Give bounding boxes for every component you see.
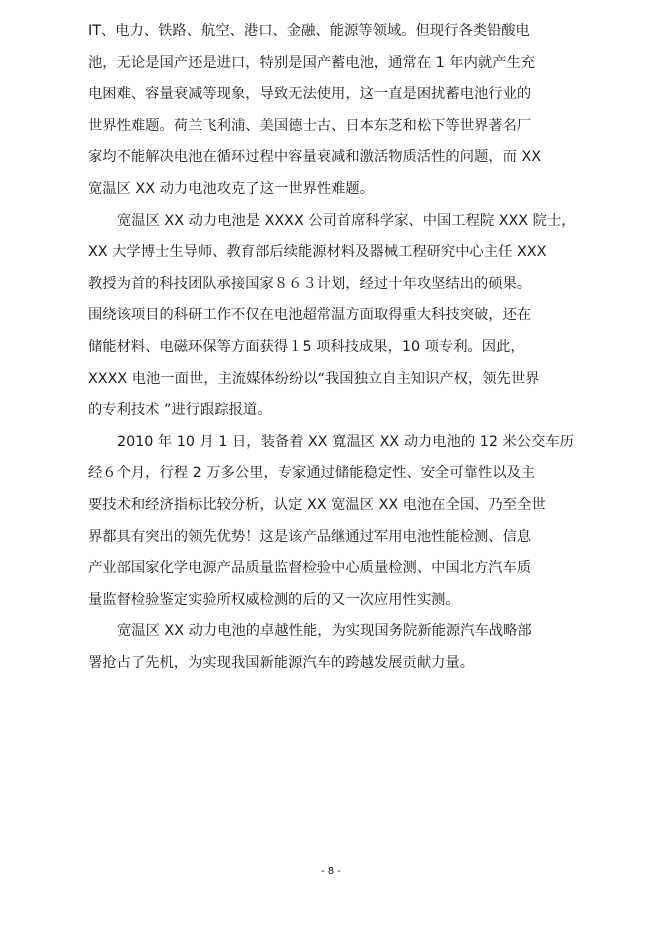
text-line: 要技术和经济指标比较分析，认定 XX 宽温区 XX 电池在全国、乃至全世 [88,496,546,513]
text-line: XXXX 电池一面世，主流媒体纷纷以“我国独立自主知识产权，领先世界 [88,370,540,387]
page-number: - 8 - [321,866,341,877]
text-line: 产业部国家化学电源产品质量监督检验中心质量检测、中国北方汽车质 [88,560,532,577]
paragraph-4 [88,616,578,679]
paragraph-1 [88,16,578,206]
text-line: 家均不能解决电池在循环过程中容量衰减和激活物质活性的问题，而 XX [88,149,542,166]
text-line: 储能材料、电磁环保等方面获得１5 项科技成果，10 项专利。因此， [88,338,525,355]
text-line: 世界性难题。荷兰飞利浦、美国德士古、日本东芝和松下等世界著名厂 [88,117,532,134]
text-line: 宽温区 XX 动力电池攻克了这一世界性难题。 [88,180,375,197]
text-line: 界都具有突出的领先优势！这是该产品继通过军用电池性能检测、信息 [88,528,532,545]
text-line: 的专利技术 ”进行跟踪报道。 [88,402,272,419]
text-line: 教授为首的科技团队承接国家８６３计划，经过十年攻坚结出的硕果。 [88,275,532,292]
text-line: 宽温区 XX 动力电池的卓越性能，为实现国务院新能源汽车战略部 [117,623,532,640]
text-line: 署抢占了先机，为实现我国新能源汽车的跨越发展贡献力量。 [88,654,475,671]
text-line: 电困难、容量衰减等现象，导致无法使用，这一直是困扰蓄电池行业的 [88,86,532,103]
text-line: IT、电力、铁路、航空、港口、金融、能源等领域。但现行各类铅酸电 [88,23,530,39]
text-line: 量监督检验鉴定实验所权威检测的后的又一次应用性实测。 [88,591,460,608]
text-line: 经６个月，行程 2 万多公里，专家通过储能稳定性、安全可靠性以及主 [88,465,536,482]
text-line: XX 大学博士生导师、教育部后续能源材料及器械工程研究中心主任 XXX [88,244,547,261]
text-line: 2010 年 10 月 1 日，装备着 XX 寬温区 XX 动力电池的 12 米公交车历 [117,433,574,450]
paragraph-2 [88,206,578,427]
body-text [88,16,578,679]
text-line: 宽温区 XX 动力电池是 XXXX 公司首席科学家、中国工程院 XXX 院士， [117,212,576,229]
text-line: 围绕该项目的科研工作不仅在电池超常温方面取得重大科技突破，还在 [88,307,532,324]
text-line: 池，无论是国产还是进口，特别是国产蓄电池，通常在 1 年内就产生充 [88,54,536,71]
paragraph-3 [88,427,578,617]
